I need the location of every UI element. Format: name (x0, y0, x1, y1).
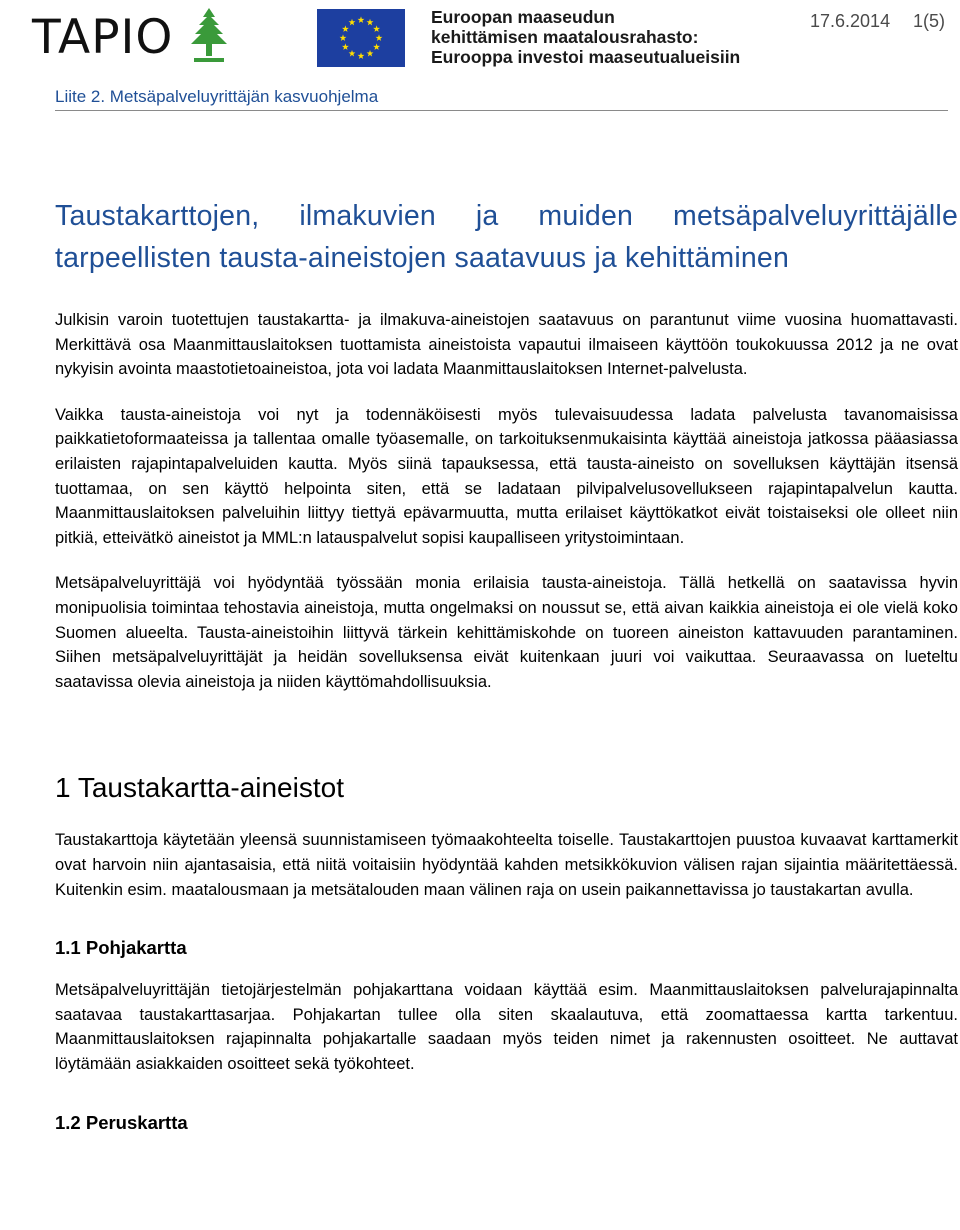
document-date: 17.6.2014 (810, 11, 891, 31)
eu-fund-line-3: Eurooppa investoi maaseutualueisiin (431, 47, 741, 67)
page-number: 1(5) (913, 11, 946, 31)
eu-flag-icon (317, 9, 405, 67)
attachment-label: Liite 2. Metsäpalveluyrittäjän kasvuohjelma (55, 87, 379, 106)
eu-fund-line-1: Euroopan maaseudun (431, 7, 615, 27)
tapio-logo-text: TAPIO (32, 10, 174, 65)
eu-fund-line-2: kehittämisen maatalousrahasto: (431, 27, 699, 47)
section-1-heading: 1 Taustakartta-aineistot (55, 772, 344, 804)
header-divider (55, 110, 948, 111)
spruce-tree-icon (188, 8, 230, 64)
tapio-logo (32, 6, 232, 64)
section-1-1-paragraph: Metsäpalveluyrittäjän tietojärjestelmän pohjakarttana voidaan käyttää esim. Maanmittauslaitoksen palvelurajapinnalta saatavaa taustakarttasarjaa. Pohjakartan tullee olla siten skaalautuva, että zoomattaessa kartta tarkentuu. Maanmittauslaitoksen rajapinnalta pohjakartalle saadaan myös teiden nimet ja rakennusten osoitteet. Ne auttavat löytämään asiakkaiden osoitteet sekä työkohteet. (55, 981, 958, 1073)
intro-paragraph-3: Metsäpalveluyrittäjä voi hyödyntää työssään monia erilaisia tausta-aineistoja. Tällä hetkellä on saatavissa hyvin monipuolisia toimintaa tehostavia aineistoja, mutta ongelmaksi on noussut se, että aivan kaikkia aineistoja ei ole vielä koko Suomen alueelta. Tausta-aineistoihin liittyvä tärkein kehittämiskohde on tuoreen aineiston kattavuuden parantaminen. Siihen metsäpalveluyrittäjät ja heidän sovelluksensa eivät kuitenkaan juuri voi vaikuttaa. Seuraavassa on lueteltu saatavissa olevia aineistoja ja niiden käyttömahdollisuuksia. (55, 574, 958, 691)
eu-fund-text (431, 7, 771, 67)
intro-paragraph-2: Vaikka tausta-aineistoja voi nyt ja todennäköisesti myös tulevaisuudessa ladata palvelusta tavanomaisissa paikkatietoformaateissa ja tallentaa omalle työasemalle, on tarkoituksenmukaisinta käyttää aineistoja jatkossa pääasiassa erilaisten rajapintapalveluiden kautta. Myös siinä tapauksessa, että tausta-aineisto on sovelluksen käyttäjän itsensä tuottamaa, on sen käyttö helpointa siten, että se ladataan pilvipalvelusovellukseen rajapintapalvelun kautta. Maanmittauslaitoksen palveluihin liittyy tiettyä epävarmuutta, mutta erilaiset käyttökatkot eivät toistaiseksi ole olleet niin pitkiä, etteivätkö aineistot ja MML:n latauspalvelut sopisi kaupalliseen yritystoimintaan. (55, 405, 958, 547)
section-1-1-heading: 1.1 Pohjakartta (55, 937, 187, 959)
document-title: Taustakarttojen, ilmakuvien ja muiden metsäpalveluyrittäjälle tarpeellisten tausta-aineistojen saatavuus ja kehittäminen (55, 200, 958, 274)
intro-paragraph-1: Julkisin varoin tuotettujen taustakartta- ja ilmakuva-aineistojen saatavuus on parantunut viime vuosina huomattavasti. Merkittävä osa Maanmittauslaitoksen tuottamista aineistoista vapautui ilmaiseen käyttöön toukokuussa 2012 ja ne ovat nykyisin avointa maastotietoaineistoa, jota voi ladata Maanmittauslaitoksen Internet-palvelusta. (55, 311, 958, 379)
section-1-2-heading: 1.2 Peruskartta (55, 1112, 188, 1134)
document-body (55, 195, 958, 1137)
section-1-paragraph: Taustakarttoja käytetään yleensä suunnistamiseen työmaakohteelta toiselle. Taustakarttojen puustoa kuvaavat karttamerkit ovat harvoin niin ajantasaisia, että niitä voitaisiin hyödyntää kahden metsikkökuvion välisen rajan sijaintia määritettäessä. Kuitenkin esim. maatalousmaan ja metsätalouden maan välinen raja on usein paikannettavissa jo taustakartan avulla. (55, 831, 958, 899)
page-header (0, 0, 960, 115)
